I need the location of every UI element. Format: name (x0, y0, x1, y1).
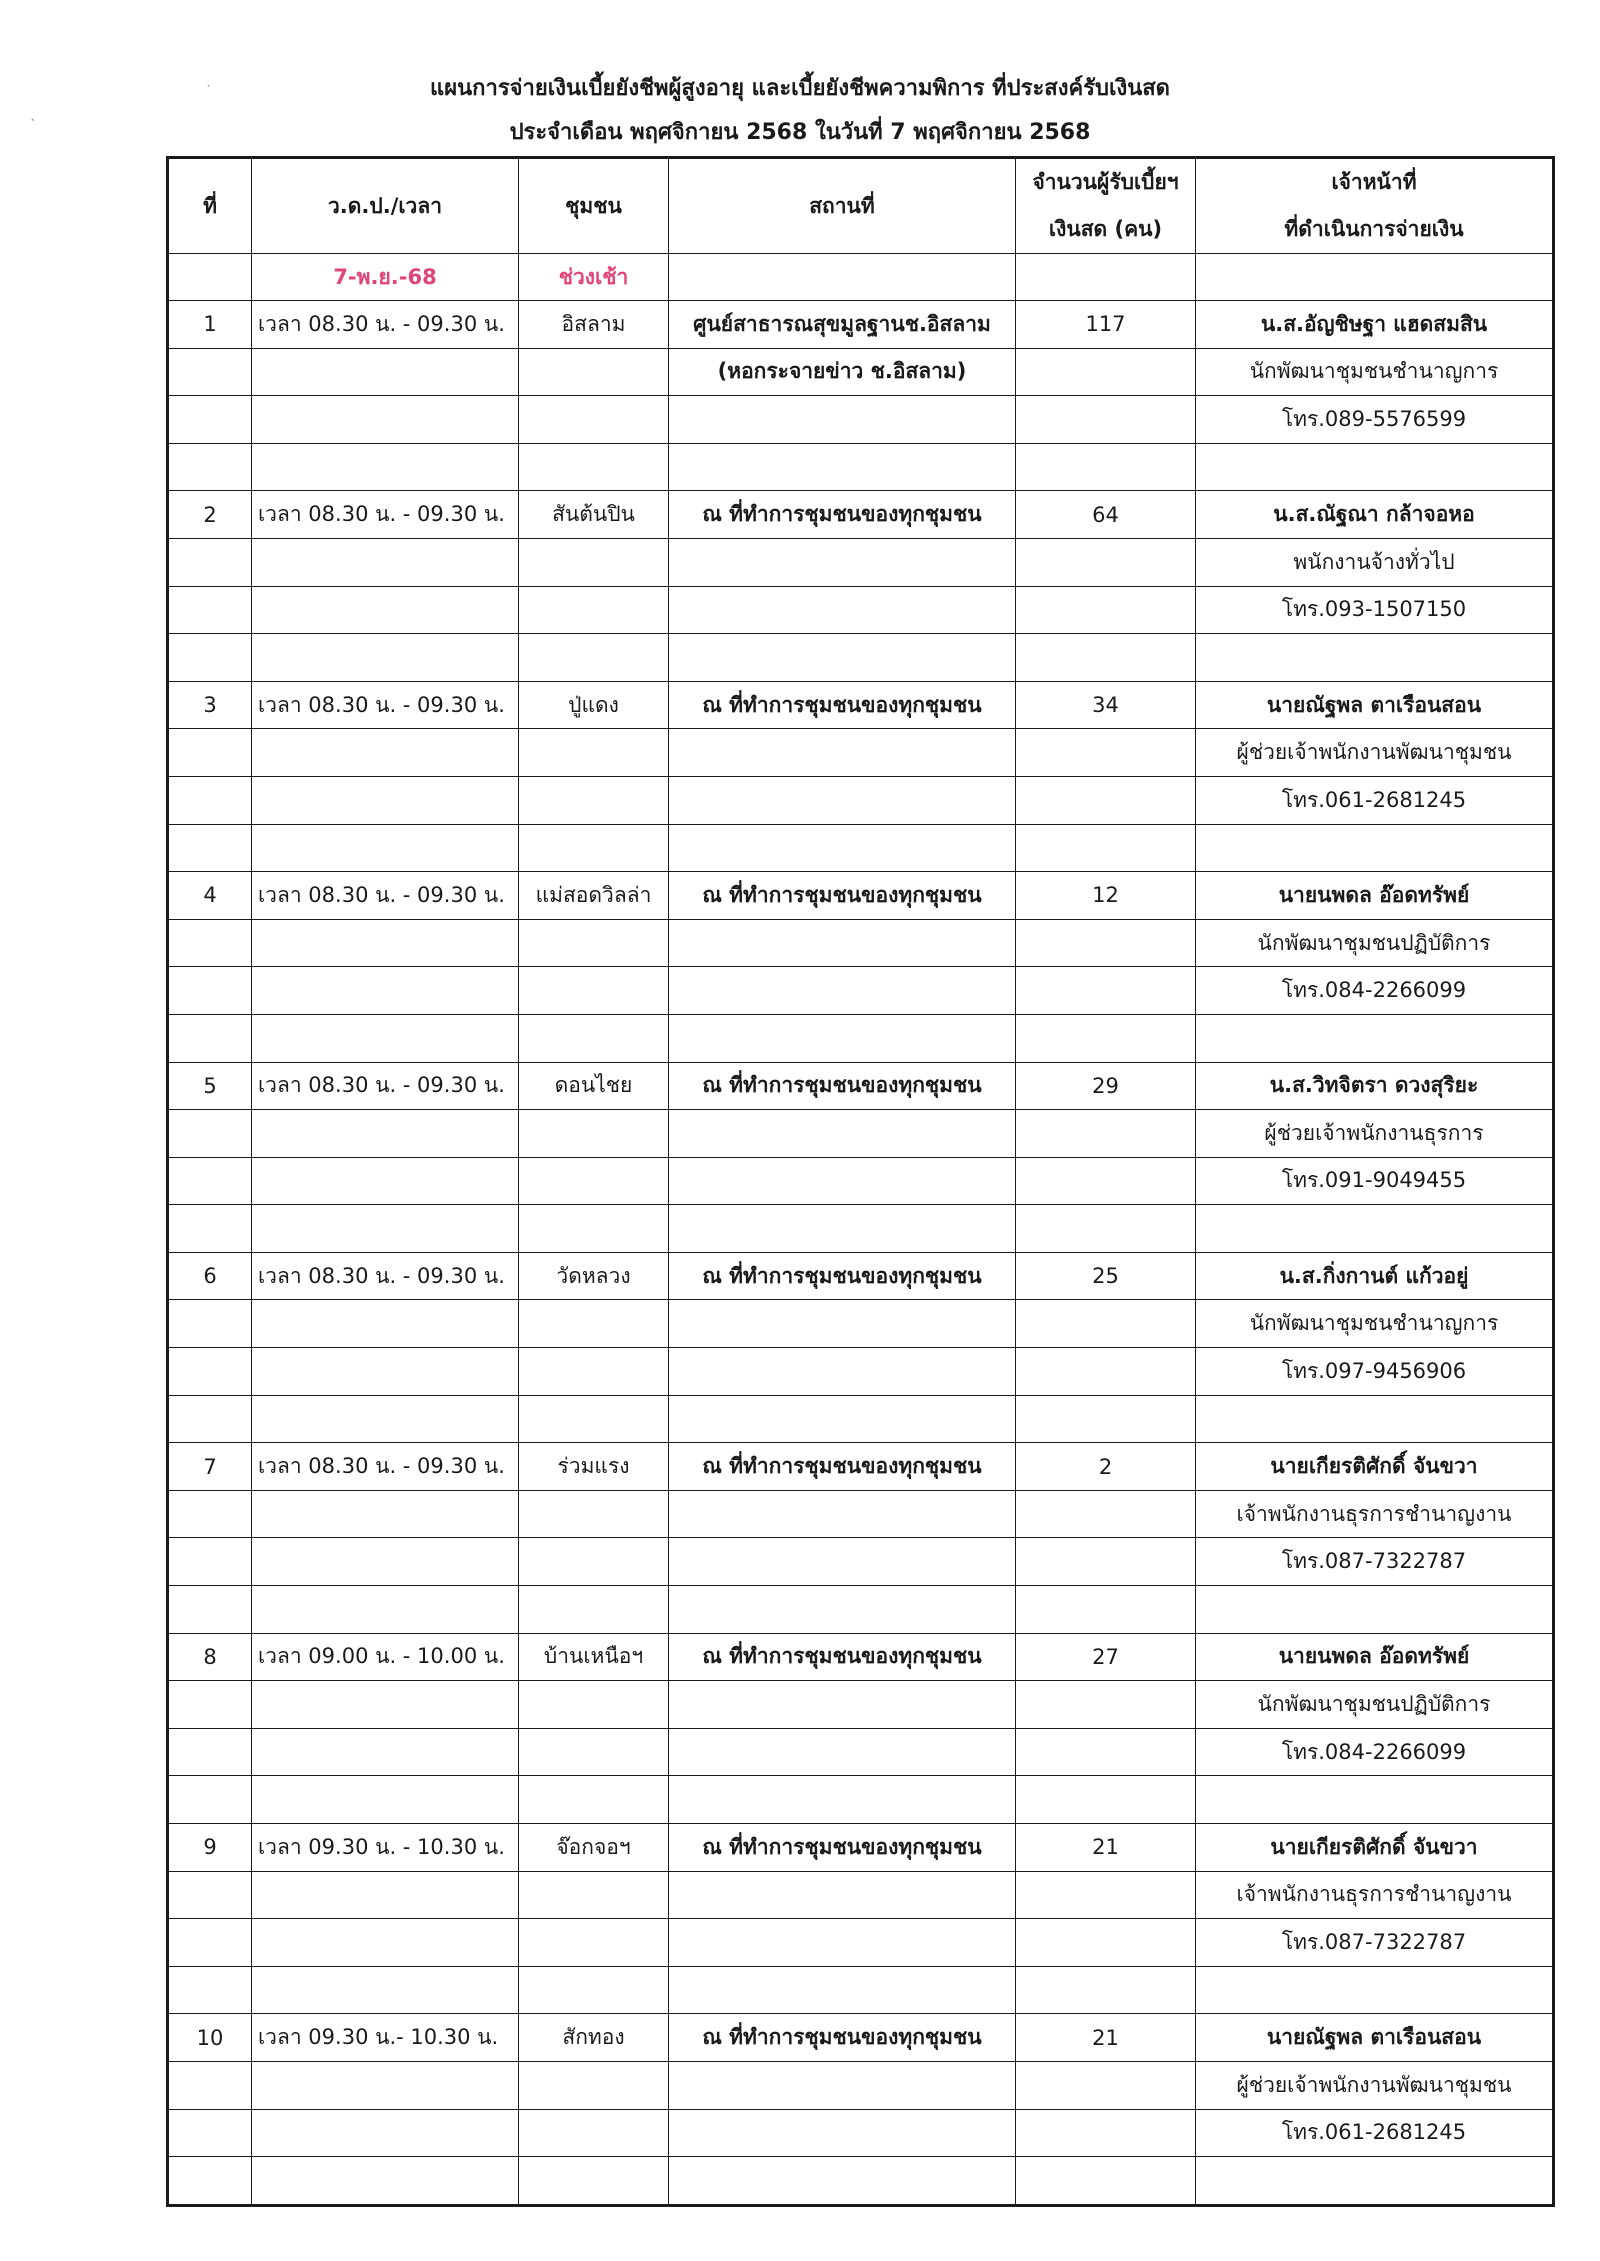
empty-cell (1016, 729, 1196, 777)
empty-cell (1016, 1681, 1196, 1729)
table-row-continuation (168, 586, 1554, 634)
empty-cell (519, 1586, 669, 1634)
empty-cell (1196, 1776, 1554, 1824)
table-row-continuation (168, 634, 1554, 682)
table-row-continuation (168, 1728, 1554, 1776)
table-row-continuation (168, 919, 1554, 967)
row-count: 2 (1016, 1443, 1196, 1491)
empty-cell (519, 1157, 669, 1205)
empty-cell (252, 1014, 519, 1062)
table-row-continuation (168, 538, 1554, 586)
empty-cell (519, 1681, 669, 1729)
row-place: ณ ที่ทำการชุมชนของทุกชุมชน (669, 1443, 1016, 1491)
empty-cell (519, 729, 669, 777)
empty-cell (252, 1157, 519, 1205)
empty-cell (1016, 1919, 1196, 1967)
empty-cell (669, 1014, 1016, 1062)
empty-cell (519, 1538, 669, 1586)
document-subtitle: ประจำเดือน พฤศจิกายน 2568 ในวันที่ 7 พฤศจิกายน 2568 (509, 120, 1091, 145)
row-time: เวลา 08.30 น. - 09.30 น. (252, 872, 519, 920)
empty-cell (168, 1871, 252, 1919)
header-count-line1: จำนวนผู้รับเบี้ยฯ (1016, 158, 1196, 207)
row-place: ณ ที่ทำการชุมชนของทุกชุมชน (669, 1824, 1016, 1872)
empty-cell (168, 1728, 252, 1776)
empty-cell (252, 824, 519, 872)
table-row-continuation (168, 1538, 1554, 1586)
empty-cell (669, 443, 1016, 491)
row-number: 10 (168, 2014, 252, 2062)
row-number: 3 (168, 681, 252, 729)
empty-cell (168, 1205, 252, 1253)
empty-cell (168, 1110, 252, 1158)
row-place-line2 (669, 1681, 1016, 1729)
empty-cell (519, 1966, 669, 2014)
empty-cell (1196, 824, 1554, 872)
empty-cell (669, 1586, 1016, 1634)
empty-cell (252, 1395, 519, 1443)
row-community: จ๊อกจอฯ (519, 1824, 669, 1872)
row-phone: โทร.091-9049455 (1196, 1157, 1554, 1205)
scan-speck: ` (30, 118, 37, 134)
empty-cell (1016, 1205, 1196, 1253)
empty-cell (1016, 919, 1196, 967)
row-phone: โทร.084-2266099 (1196, 967, 1554, 1015)
row-phone: โทร.061-2681245 (1196, 776, 1554, 824)
empty-cell (1016, 824, 1196, 872)
empty-cell (669, 1157, 1016, 1205)
row-position: ผู้ช่วยเจ้าพนักงานพัฒนาชุมชน (1196, 2061, 1554, 2109)
row-count: 64 (1016, 491, 1196, 539)
table-row-continuation (168, 1966, 1554, 2014)
empty-cell (1196, 1586, 1554, 1634)
row-place: ณ ที่ทำการชุมชนของทุกชุมชน (669, 491, 1016, 539)
empty-cell (1016, 1157, 1196, 1205)
empty-cell (519, 538, 669, 586)
empty-cell (669, 1776, 1016, 1824)
empty-cell (1016, 2061, 1196, 2109)
table-row (168, 872, 1554, 920)
subheader-date: 7-พ.ย.-68 (252, 254, 519, 301)
empty-cell (669, 1395, 1016, 1443)
header-datetime: ว.ด.ป./เวลา (252, 158, 519, 254)
table-row-continuation (168, 2109, 1554, 2157)
table-row-continuation (168, 776, 1554, 824)
row-phone: โทร.061-2681245 (1196, 2109, 1554, 2157)
row-place: ณ ที่ทำการชุมชนของทุกชุมชน (669, 1633, 1016, 1681)
empty-cell (252, 2109, 519, 2157)
table-header-row (168, 158, 1554, 207)
empty-cell (519, 348, 669, 396)
row-community: อิสลาม (519, 301, 669, 349)
table-row-continuation (168, 1490, 1554, 1538)
table-row-continuation (168, 348, 1554, 396)
table-row-continuation (168, 1586, 1554, 1634)
row-place-line2 (669, 538, 1016, 586)
empty-cell (168, 634, 252, 682)
table-row-continuation (168, 1205, 1554, 1253)
empty-cell (252, 1919, 519, 1967)
empty-cell (252, 1300, 519, 1348)
row-phone: โทร.087-7322787 (1196, 1538, 1554, 1586)
empty-cell (1016, 586, 1196, 634)
row-count: 21 (1016, 1824, 1196, 1872)
table-row-continuation (168, 2157, 1554, 2206)
empty-cell (519, 1395, 669, 1443)
row-officer: นายเกียรติศักดิ์ จันขวา (1196, 1824, 1554, 1872)
row-community: แม่สอดวิลล่า (519, 872, 669, 920)
table-row-continuation (168, 1300, 1554, 1348)
empty-cell (669, 2157, 1016, 2206)
row-officer: นายเกียรติศักดิ์ จันขวา (1196, 1443, 1554, 1491)
row-community: สันต้นปิน (519, 491, 669, 539)
empty-cell (252, 2061, 519, 2109)
table-row-continuation (168, 1348, 1554, 1396)
empty-cell (1016, 1586, 1196, 1634)
table-row-continuation (168, 2061, 1554, 2109)
table-row-continuation (168, 1395, 1554, 1443)
empty-cell (252, 1110, 519, 1158)
row-officer: น.ส.อัญชิษฐา แฮดสมสิน (1196, 301, 1554, 349)
row-officer: น.ส.ณัฐณา กล้าจอหอ (1196, 491, 1554, 539)
table-row-continuation (168, 443, 1554, 491)
row-place: ศูนย์สาธารณสุขมูลฐานช.อิสลาม (669, 301, 1016, 349)
empty-cell (252, 1538, 519, 1586)
empty-cell (168, 824, 252, 872)
empty-cell (1016, 1110, 1196, 1158)
row-count: 117 (1016, 301, 1196, 349)
table-row-continuation (168, 1110, 1554, 1158)
empty-cell (1016, 2109, 1196, 2157)
empty-cell (1016, 396, 1196, 444)
empty-cell (252, 776, 519, 824)
empty-cell (252, 634, 519, 682)
empty-cell (519, 2061, 669, 2109)
empty-cell (252, 348, 519, 396)
empty-cell (519, 776, 669, 824)
row-number: 1 (168, 301, 252, 349)
empty-cell (1016, 1728, 1196, 1776)
row-number: 2 (168, 491, 252, 539)
header-officer-line1: เจ้าหน้าที่ (1196, 158, 1554, 207)
empty-cell (669, 1919, 1016, 1967)
empty-cell (519, 1300, 669, 1348)
empty-cell (168, 2061, 252, 2109)
empty-cell (1016, 538, 1196, 586)
row-number: 5 (168, 1062, 252, 1110)
empty-cell (669, 1538, 1016, 1586)
row-position: นักพัฒนาชุมชนชำนาญการ (1196, 348, 1554, 396)
empty-cell (519, 1776, 669, 1824)
row-position: พนักงานจ้างทั่วไป (1196, 538, 1554, 586)
row-community: ปู่แดง (519, 681, 669, 729)
document-title: แผนการจ่ายเงินเบี้ยยังชีพผู้สูงอายุ และเบี้ยยังชีพความพิการ ที่ประสงค์รับเงินสด (430, 76, 1170, 101)
row-place-line2: (หอกระจายข่าว ช.อิสลาม) (669, 348, 1016, 396)
table-row-continuation (168, 1871, 1554, 1919)
row-count: 21 (1016, 2014, 1196, 2062)
row-officer: น.ส.วิทจิตรา ดวงสุริยะ (1196, 1062, 1554, 1110)
empty-cell (669, 967, 1016, 1015)
empty-cell (1016, 1538, 1196, 1586)
empty-cell (669, 634, 1016, 682)
empty-cell (519, 1205, 669, 1253)
empty-cell (168, 1776, 252, 1824)
row-count: 27 (1016, 1633, 1196, 1681)
empty-cell (252, 1728, 519, 1776)
empty-cell (168, 776, 252, 824)
table-row (168, 1062, 1554, 1110)
empty-cell (1016, 2157, 1196, 2206)
table-row (168, 1443, 1554, 1491)
payment-schedule-table (166, 156, 1555, 2207)
empty-cell (1016, 967, 1196, 1015)
empty-cell (252, 1966, 519, 2014)
empty-cell (168, 1014, 252, 1062)
empty-cell (252, 1205, 519, 1253)
empty-cell (168, 1300, 252, 1348)
row-position: นักพัฒนาชุมชนปฏิบัติการ (1196, 1681, 1554, 1729)
row-officer: นายณัฐพล ตาเรือนสอน (1196, 681, 1554, 729)
empty-cell (252, 1681, 519, 1729)
empty-cell (252, 1490, 519, 1538)
header-count-line2: เงินสด (คน) (1016, 206, 1196, 254)
empty-cell (519, 1919, 669, 1967)
empty-cell (519, 824, 669, 872)
empty-cell (1016, 348, 1196, 396)
header-officer-line2: ที่ดำเนินการจ่ายเงิน (1196, 206, 1554, 254)
table-row (168, 2014, 1554, 2062)
empty-cell (519, 1014, 669, 1062)
empty-cell (252, 1348, 519, 1396)
empty-cell (669, 1966, 1016, 2014)
empty-cell (519, 1728, 669, 1776)
row-time: เวลา 08.30 น. - 09.30 น. (252, 1062, 519, 1110)
table-row (168, 1824, 1554, 1872)
row-time: เวลา 08.30 น. - 09.30 น. (252, 681, 519, 729)
row-place-line2 (669, 919, 1016, 967)
row-number: 4 (168, 872, 252, 920)
empty-cell (669, 1205, 1016, 1253)
empty-cell (1016, 1776, 1196, 1824)
table-row (168, 301, 1554, 349)
empty-cell (669, 1728, 1016, 1776)
empty-cell (252, 443, 519, 491)
empty-cell (168, 1157, 252, 1205)
row-position: ผู้ช่วยเจ้าพนักงานพัฒนาชุมชน (1196, 729, 1554, 777)
empty-cell (1016, 443, 1196, 491)
empty-cell (168, 348, 252, 396)
empty-cell (1016, 1300, 1196, 1348)
table-row-continuation (168, 1776, 1554, 1824)
table-row-continuation (168, 729, 1554, 777)
empty-cell (252, 919, 519, 967)
empty-cell (669, 2109, 1016, 2157)
empty-cell (168, 1681, 252, 1729)
empty-cell (669, 396, 1016, 444)
row-officer: น.ส.กิ่งกานต์ แก้วอยู่ (1196, 1252, 1554, 1300)
empty-cell (669, 586, 1016, 634)
empty-cell (168, 1395, 252, 1443)
row-place-line2 (669, 729, 1016, 777)
empty-cell (252, 2157, 519, 2206)
row-place-line2 (669, 1110, 1016, 1158)
row-count: 12 (1016, 872, 1196, 920)
row-place: ณ ที่ทำการชุมชนของทุกชุมชน (669, 681, 1016, 729)
row-place-line2 (669, 1490, 1016, 1538)
row-place-line2 (669, 2061, 1016, 2109)
row-community: สักทอง (519, 2014, 669, 2062)
empty-cell (168, 396, 252, 444)
row-number: 9 (168, 1824, 252, 1872)
empty-cell (1016, 1014, 1196, 1062)
empty-cell (168, 1538, 252, 1586)
empty-cell (519, 1348, 669, 1396)
row-time: เวลา 09.30 น.- 10.30 น. (252, 2014, 519, 2062)
row-place: ณ ที่ทำการชุมชนของทุกชุมชน (669, 872, 1016, 920)
empty-cell (252, 1586, 519, 1634)
row-position: ผู้ช่วยเจ้าพนักงานธุรการ (1196, 1110, 1554, 1158)
row-place-line2 (669, 1300, 1016, 1348)
empty-cell (252, 729, 519, 777)
row-time: เวลา 08.30 น. - 09.30 น. (252, 301, 519, 349)
empty-cell (1196, 1395, 1554, 1443)
empty-cell (519, 1490, 669, 1538)
empty-cell (168, 919, 252, 967)
row-phone: โทร.087-7322787 (1196, 1919, 1554, 1967)
empty-cell (168, 1490, 252, 1538)
table-row-continuation (168, 1919, 1554, 1967)
empty-cell (1016, 1871, 1196, 1919)
row-phone: โทร.093-1507150 (1196, 586, 1554, 634)
empty-cell (168, 443, 252, 491)
row-time: เวลา 09.00 น. - 10.00 น. (252, 1633, 519, 1681)
empty-cell (519, 2109, 669, 2157)
row-phone: โทร.084-2266099 (1196, 1728, 1554, 1776)
table-row (168, 491, 1554, 539)
empty-cell (519, 2157, 669, 2206)
header-place: สถานที่ (669, 158, 1016, 254)
row-place-line2 (669, 1871, 1016, 1919)
empty-cell (252, 967, 519, 1015)
row-community: ร่วมแรง (519, 1443, 669, 1491)
empty-cell (1016, 1490, 1196, 1538)
table-row (168, 1633, 1554, 1681)
row-count: 34 (1016, 681, 1196, 729)
header-community: ชุมชน (519, 158, 669, 254)
scan-speck: ˙ (205, 84, 212, 100)
row-community: วัดหลวง (519, 1252, 669, 1300)
empty-cell (1196, 1014, 1554, 1062)
row-officer: นายณัฐพล ตาเรือนสอน (1196, 2014, 1554, 2062)
empty-cell (168, 1966, 252, 2014)
empty-cell (519, 1110, 669, 1158)
empty-cell (669, 824, 1016, 872)
row-phone: โทร.097-9456906 (1196, 1348, 1554, 1396)
subheader-row (168, 254, 1554, 301)
empty-cell (519, 443, 669, 491)
empty-cell (252, 538, 519, 586)
row-number: 8 (168, 1633, 252, 1681)
row-officer: นายนพดล อ๊อดทรัพย์ (1196, 872, 1554, 920)
empty-cell (1196, 634, 1554, 682)
empty-cell (669, 1348, 1016, 1396)
table-row (168, 1252, 1554, 1300)
empty-cell (669, 776, 1016, 824)
empty-cell (1016, 776, 1196, 824)
table-row-continuation (168, 824, 1554, 872)
table-row-continuation (168, 967, 1554, 1015)
empty-cell (519, 967, 669, 1015)
empty-cell (168, 729, 252, 777)
empty-cell (1196, 2157, 1554, 2206)
empty-cell (252, 396, 519, 444)
empty-cell (1016, 1348, 1196, 1396)
row-place: ณ ที่ทำการชุมชนของทุกชุมชน (669, 1062, 1016, 1110)
subheader-period: ช่วงเช้า (519, 254, 669, 301)
row-time: เวลา 09.30 น. - 10.30 น. (252, 1824, 519, 1872)
empty-cell (1196, 1205, 1554, 1253)
table-row-continuation (168, 1014, 1554, 1062)
empty-cell (519, 396, 669, 444)
table-row (168, 681, 1554, 729)
row-phone: โทร.089-5576599 (1196, 396, 1554, 444)
empty-cell (168, 1348, 252, 1396)
table-row-continuation (168, 396, 1554, 444)
row-number: 7 (168, 1443, 252, 1491)
row-count: 29 (1016, 1062, 1196, 1110)
empty-cell (1196, 1966, 1554, 2014)
empty-cell (168, 2157, 252, 2206)
row-time: เวลา 08.30 น. - 09.30 น. (252, 491, 519, 539)
row-number: 6 (168, 1252, 252, 1300)
empty-cell (168, 2109, 252, 2157)
empty-cell (1016, 634, 1196, 682)
empty-cell (252, 1871, 519, 1919)
row-count: 25 (1016, 1252, 1196, 1300)
row-place: ณ ที่ทำการชุมชนของทุกชุมชน (669, 1252, 1016, 1300)
row-position: เจ้าพนักงานธุรการชำนาญงาน (1196, 1490, 1554, 1538)
empty-cell (252, 1776, 519, 1824)
empty-cell (252, 586, 519, 634)
empty-cell (519, 919, 669, 967)
table-row-continuation (168, 1157, 1554, 1205)
empty-cell (519, 586, 669, 634)
empty-cell (1016, 1395, 1196, 1443)
empty-cell (168, 1919, 252, 1967)
header-no: ที่ (168, 158, 252, 254)
row-position: นักพัฒนาชุมชนปฏิบัติการ (1196, 919, 1554, 967)
empty-cell (1016, 1966, 1196, 2014)
row-time: เวลา 08.30 น. - 09.30 น. (252, 1252, 519, 1300)
row-position: นักพัฒนาชุมชนชำนาญการ (1196, 1300, 1554, 1348)
row-time: เวลา 08.30 น. - 09.30 น. (252, 1443, 519, 1491)
empty-cell (519, 1871, 669, 1919)
empty-cell (1196, 443, 1554, 491)
empty-cell (168, 967, 252, 1015)
row-community: บ้านเหนือฯ (519, 1633, 669, 1681)
empty-cell (168, 538, 252, 586)
empty-cell (168, 586, 252, 634)
empty-cell (168, 1586, 252, 1634)
row-community: ดอนไชย (519, 1062, 669, 1110)
row-officer: นายนพดล อ๊อดทรัพย์ (1196, 1633, 1554, 1681)
empty-cell (519, 634, 669, 682)
table-row-continuation (168, 1681, 1554, 1729)
row-place: ณ ที่ทำการชุมชนของทุกชุมชน (669, 2014, 1016, 2062)
row-position: เจ้าพนักงานธุรการชำนาญงาน (1196, 1871, 1554, 1919)
